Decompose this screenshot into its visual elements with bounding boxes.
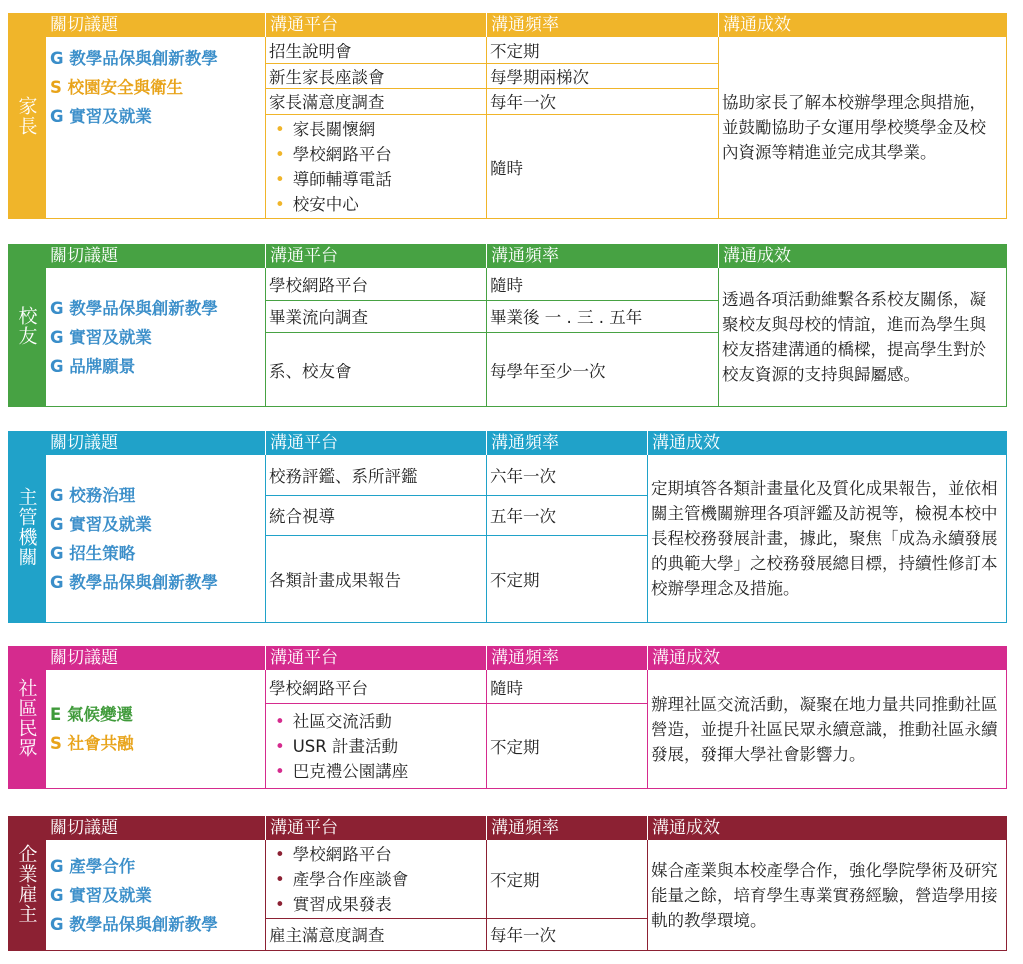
header-frequency: 溝通頻率 <box>486 244 718 268</box>
alumni-issues <box>46 268 265 406</box>
header-platform: 溝通平台 <box>265 816 486 840</box>
frequency-cell: 五年一次 <box>490 507 556 526</box>
header-result: 溝通成效 <box>647 816 1007 840</box>
list-item: • 社區交流活動 <box>275 711 392 731</box>
issue-item: S 校園安全與衛生 <box>50 77 184 97</box>
issue-item: G 品牌願景 <box>50 356 136 376</box>
parents-issues <box>46 37 265 137</box>
parents-body <box>46 37 1007 219</box>
authority-block <box>8 431 1007 623</box>
employer-block <box>8 816 1007 951</box>
parents-side-label: 家長 <box>8 13 46 219</box>
community-issues <box>46 670 265 788</box>
list-item: • 學校網路平台 <box>275 144 392 164</box>
employer-issues <box>46 840 265 950</box>
result-text: 定期填答各類計畫量化及質化成果報告，並依相關主管機關辦理各項評鑑及訪視等，檢視本校中長程校務發展計畫，據此，聚焦「成為永續發展的典範大學」之校務發展總目標，持續性修訂本校辦學理念及措施。 <box>651 479 998 598</box>
platform-list <box>265 114 486 219</box>
header-issues: 關切議題 <box>50 818 118 838</box>
header-frequency: 溝通頻率 <box>486 431 647 455</box>
header-issues: 關切議題 <box>50 648 118 668</box>
frequency-cell: 隨時 <box>490 678 523 698</box>
community-header <box>46 646 1007 670</box>
platform-cell: 畢業流向調查 <box>269 308 368 327</box>
header-frequency: 溝通頻率 <box>486 646 647 670</box>
result-text: 辦理社區交流活動，凝聚在地力量共同推動社區營造，並提升社區民眾永續意識，推動社區永續發展，發揮大學社會影響力。 <box>651 694 998 764</box>
list-item: • 家長關懷網 <box>275 119 376 139</box>
frequency-cell: 不定期 <box>490 571 540 590</box>
alumni-side-label: 校友 <box>8 244 46 407</box>
frequency-cell: 隨時 <box>490 276 523 295</box>
authority-body <box>46 455 1007 623</box>
issue-item: G 教學品保與創新教學 <box>50 572 218 592</box>
list-item: • 產學合作座談會 <box>275 869 409 889</box>
issue-item: G 實習及就業 <box>50 514 152 534</box>
result-text: 透過各項活動維繫各系校友關係，凝聚校友與母校的情誼，進而為學生與校友搭建溝通的橋樑，提高學生對於校友資源的支持與歸屬感。 <box>722 290 986 384</box>
platform-cell: 系、校友會 <box>269 361 352 381</box>
frequency-cell: 畢業後 一 . 三 . 五年 <box>490 308 643 327</box>
frequency-cell: 不定期 <box>490 871 540 890</box>
platform-list <box>265 840 486 918</box>
header-platform: 溝通平台 <box>265 13 486 37</box>
issue-item: G 實習及就業 <box>50 327 152 347</box>
issue-item: G 教學品保與創新教學 <box>50 298 218 318</box>
issue-item: G 實習及就業 <box>50 106 152 126</box>
platform-list <box>265 703 486 789</box>
issue-item: G 校務治理 <box>50 485 136 505</box>
parents-header <box>46 13 1007 37</box>
platform-cell: 學校網路平台 <box>269 678 368 698</box>
issue-item: G 實習及就業 <box>50 885 152 905</box>
community-body <box>46 670 1007 789</box>
platform-cell: 招生說明會 <box>269 42 352 61</box>
header-issues: 關切議題 <box>50 246 118 266</box>
platform-cell: 校務評鑑、系所評鑑 <box>269 467 418 486</box>
community-side-label: 社區民眾 <box>8 646 46 789</box>
alumni-body <box>46 268 1007 407</box>
platform-cell: 家長滿意度調查 <box>269 93 385 112</box>
header-issues: 關切議題 <box>50 433 118 453</box>
employer-side-label: 企業雇主 <box>8 816 46 951</box>
authority-side-label: 主管機關 <box>8 431 46 623</box>
frequency-cell: 不定期 <box>490 738 540 757</box>
platform-cell: 各類計畫成果報告 <box>269 571 401 590</box>
frequency-cell: 不定期 <box>490 42 540 61</box>
authority-issues <box>46 455 265 622</box>
platform-cell: 學校網路平台 <box>269 276 368 295</box>
frequency-cell: 每年一次 <box>490 926 556 945</box>
header-frequency: 溝通頻率 <box>486 816 647 840</box>
employer-header <box>46 816 1007 840</box>
issue-item: E 氣候變遷 <box>50 705 134 724</box>
header-result: 溝通成效 <box>718 13 1007 37</box>
issue-item: G 教學品保與創新教學 <box>50 914 218 934</box>
frequency-cell: 隨時 <box>490 158 523 178</box>
header-frequency: 溝通頻率 <box>486 13 718 37</box>
alumni-block <box>8 244 1007 407</box>
header-issues: 關切議題 <box>50 15 118 35</box>
frequency-cell: 每年一次 <box>490 93 556 112</box>
frequency-cell: 六年一次 <box>490 467 556 486</box>
list-item: • 學校網路平台 <box>275 844 392 864</box>
result-text: 協助家長了解本校辦學理念與措施，並鼓勵協助子女運用學校獎學金及校內資源等精進並完成其學業。 <box>722 93 986 162</box>
issue-item: S 社會共融 <box>50 734 134 753</box>
issue-item: G 招生策略 <box>50 543 136 563</box>
issue-item: G 產學合作 <box>50 856 136 876</box>
result-text: 媒合產業與本校產學合作，強化學院學術及研究能量之餘，培育學生專業實務經驗，營造學用接軌的教學環境。 <box>651 860 998 930</box>
issue-item: G 教學品保與創新教學 <box>50 48 218 68</box>
frequency-cell: 每學期兩梯次 <box>490 67 589 87</box>
parents-block <box>8 13 1007 219</box>
list-item: • 導師輔導電話 <box>275 169 392 189</box>
list-item: • 校安中心 <box>275 194 359 214</box>
list-item: • USR 計畫活動 <box>275 736 398 756</box>
header-platform: 溝通平台 <box>265 244 486 268</box>
header-result: 溝通成效 <box>718 244 1007 268</box>
platform-cell: 雇主滿意度調查 <box>269 926 385 945</box>
frequency-cell: 每學年至少一次 <box>490 361 606 381</box>
header-result: 溝通成效 <box>647 646 1007 670</box>
authority-header <box>46 431 1007 455</box>
list-item: • 巴克禮公園講座 <box>275 761 409 781</box>
alumni-header <box>46 244 1007 268</box>
platform-cell: 統合視導 <box>269 507 335 526</box>
platform-cell: 新生家長座談會 <box>269 67 385 87</box>
header-platform: 溝通平台 <box>265 646 486 670</box>
community-block <box>8 646 1007 789</box>
list-item: • 實習成果發表 <box>275 894 392 914</box>
header-platform: 溝通平台 <box>265 431 486 455</box>
employer-body <box>46 840 1007 951</box>
header-result: 溝通成效 <box>647 431 1007 455</box>
